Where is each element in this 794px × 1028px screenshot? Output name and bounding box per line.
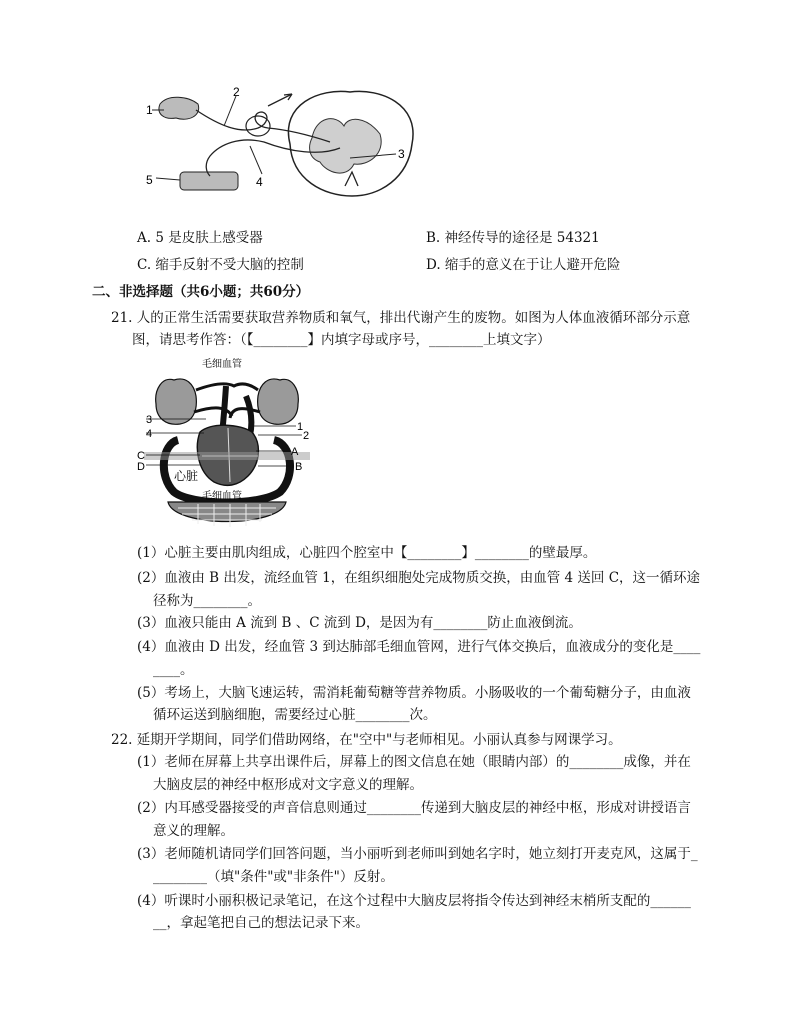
q22-p1-line2: 大脑皮层的神经中枢形成对文字意义的理解。 [153,777,423,793]
section-heading: 二、非选择题（共6小题；共60分） [92,284,310,300]
fig2-label-a: A [291,446,299,458]
figure1-label-5: 5 [146,173,153,187]
q21-p3: (3）血液只能由 A 流到 B 、C 流到 D，是因为有________防止血液倒流。 [137,615,582,631]
q21-p4-line2: ____。 [153,662,194,678]
q21-p1: (1）心脏主要由肌肉组成，心脏四个腔室中【________】________的壁最厚。 [137,545,597,561]
fig2-label-1: 1 [297,421,304,433]
q22-p2-line1: (2）内耳感受器接受的声音信息则通过________传递到大脑皮层的神经中枢，形成对讲授语言 [137,800,691,816]
capillary-top-label: 毛细血管 [202,359,242,370]
fig2-label-b: B [295,461,303,473]
fig2-label-2: 2 [303,430,310,442]
option-d: D. 缩手的意义在于让人避开危险 [426,257,621,273]
q22-p4-line2: __，拿起笔把自己的想法记录下来。 [153,915,369,931]
q21-p4-line1: (4）血液由 D 出发，经血管 3 到达肺部毛细血管网，进行气体交换后，血液成分的变化是____ [137,639,701,655]
q22-p3-line1: (3）老师随机请同学们回答问题，当小丽听到老师叫到她名字时，她立刻打开麦克风，这属于_ [137,846,698,862]
q21-stem-line2: 图，请思考作答：（【________】内填字母或序号，________上填文字） [132,332,551,348]
q21-p5-line1: (5）考场上，大脑飞速运转，需消耗葡萄糖等营养物质。小肠吸收的一个葡萄糖分子，由血液 [137,685,691,701]
option-c: C. 缩手反射不受大脑的控制 [137,257,304,273]
figure1-label-2: 2 [233,86,240,99]
q22-p2-line2: 意义的理解。 [153,823,234,839]
option-a: A. 5 是皮肤上感受器 [137,230,263,246]
fig2-label-d: D [137,461,145,473]
q22-p3-line2: ________（填"条件"或"非条件"）反射。 [153,869,394,885]
circulation-figure [134,356,320,536]
q21-stem-line1: 21. 人的正常生活需要获取营养物质和氧气，排出代谢产生的废物。如图为人体血液循环部分示意 [111,310,691,326]
fig2-label-4: 4 [146,428,153,440]
heart-label: 心脏 [174,469,199,483]
figure1-label-1: 1 [146,103,153,117]
option-b: B. 神经传导的途径是 54321 [426,230,600,246]
q21-p2-line2: 径称为________。 [153,593,261,609]
fig2-label-3: 3 [146,414,153,426]
q21-p2-line1: (2）血液由 B 出发，流经血管 1，在组织细胞处完成物质交换，由血管 4 送回 C，这一循环途 [137,570,701,586]
figure1-label-3: 3 [398,147,405,161]
capillary-bottom-label: 毛细血管 [202,491,242,502]
reflex-arc-figure [140,86,430,204]
q22-p1-line1: (1）老师在屏幕上共享出课件后，屏幕上的图文信息在她（眼睛内部）的________成像，并在 [137,754,691,770]
fig2-label-c: C [137,450,145,462]
figure1-label-4: 4 [256,175,263,189]
q22-stem: 22. 延期开学期间，同学们借助网络，在"空中"与老师相见。小丽认真参与网课学习。 [111,732,622,748]
q22-p4-line1: (4）听课时小丽积极记录笔记，在这个过程中大脑皮层将指令传达到神经末梢所支配的______ [137,893,691,909]
q21-p5-line2: 循环运送到脑细胞，需要经过心脏________次。 [153,707,437,723]
